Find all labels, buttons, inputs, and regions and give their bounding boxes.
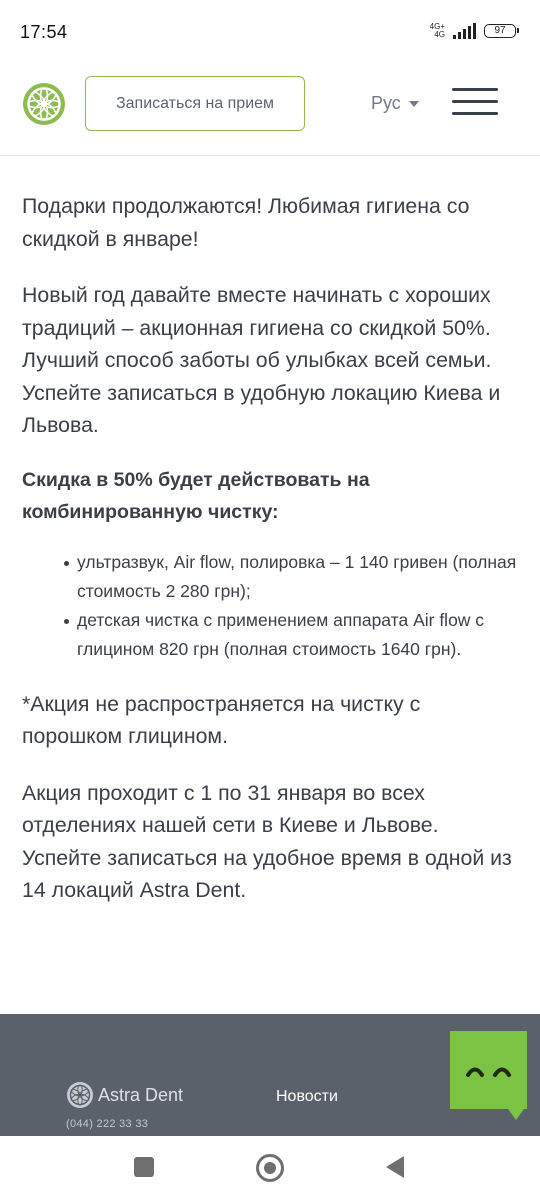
footer-phone[interactable]: (044) 222 33 33 xyxy=(66,1118,149,1130)
back-icon[interactable] xyxy=(386,1156,404,1178)
article-paragraph: Акция проходит с 1 по 31 января во всех отделениях нашей сети в Киеве и Львове. Успейте записаться на удобное время в одной из 14 локаций Astra Dent. xyxy=(22,780,512,902)
recent-apps-icon[interactable] xyxy=(134,1157,154,1177)
hamburger-menu-icon[interactable] xyxy=(452,88,498,116)
article-intro: Подарки продолжаются! Любимая гигиена со скидкой в январе! xyxy=(22,194,470,251)
status-time: 17:54 xyxy=(20,22,68,42)
list-item: ультразвук, Air flow, полировка – 1 140 гривен (полная стоимость 2 280 грн); xyxy=(77,548,522,606)
home-icon[interactable] xyxy=(256,1154,284,1182)
astra-dent-logo-icon[interactable] xyxy=(22,82,66,126)
status-bar xyxy=(0,0,540,60)
footer-brand: Astra Dent xyxy=(98,1084,184,1105)
discount-heading: Скидка в 50% будет действовать на комбинированную чистку: xyxy=(22,468,370,523)
language-selector[interactable] xyxy=(371,93,419,114)
chat-face-icon[interactable] xyxy=(450,1031,527,1120)
battery-icon: 97 xyxy=(484,24,516,38)
footer-news-link[interactable]: Новости xyxy=(276,1088,338,1105)
disclaimer: *Акция не распространяется на чистку с порошком глицином. xyxy=(22,691,421,748)
astra-dent-logo-icon xyxy=(66,1081,94,1109)
discount-list xyxy=(77,548,522,664)
signal-icon xyxy=(453,23,476,39)
caret-down-icon xyxy=(409,101,419,107)
network-type: 4G+ 4G xyxy=(429,22,445,39)
system-navigation-bar xyxy=(0,1136,540,1200)
language-label: Рус xyxy=(371,93,401,113)
status-icons xyxy=(430,20,516,42)
footer-logo[interactable] xyxy=(66,1081,183,1109)
site-header xyxy=(0,60,540,156)
list-item: детская чистка с применением аппарата Air flow с глицином 820 грн (полная стоимость 1640 грн). xyxy=(77,606,522,664)
book-appointment-button[interactable]: Записаться на прием xyxy=(85,76,305,131)
article-paragraph: Новый год давайте вместе начинать с хороших традиций – акционная гигиена со скидкой 50%. Лучший способ заботы об улыбках всей семьи. Успейте записаться в удобную локацию Киева и Львова. xyxy=(22,283,501,437)
article-content xyxy=(22,190,522,907)
